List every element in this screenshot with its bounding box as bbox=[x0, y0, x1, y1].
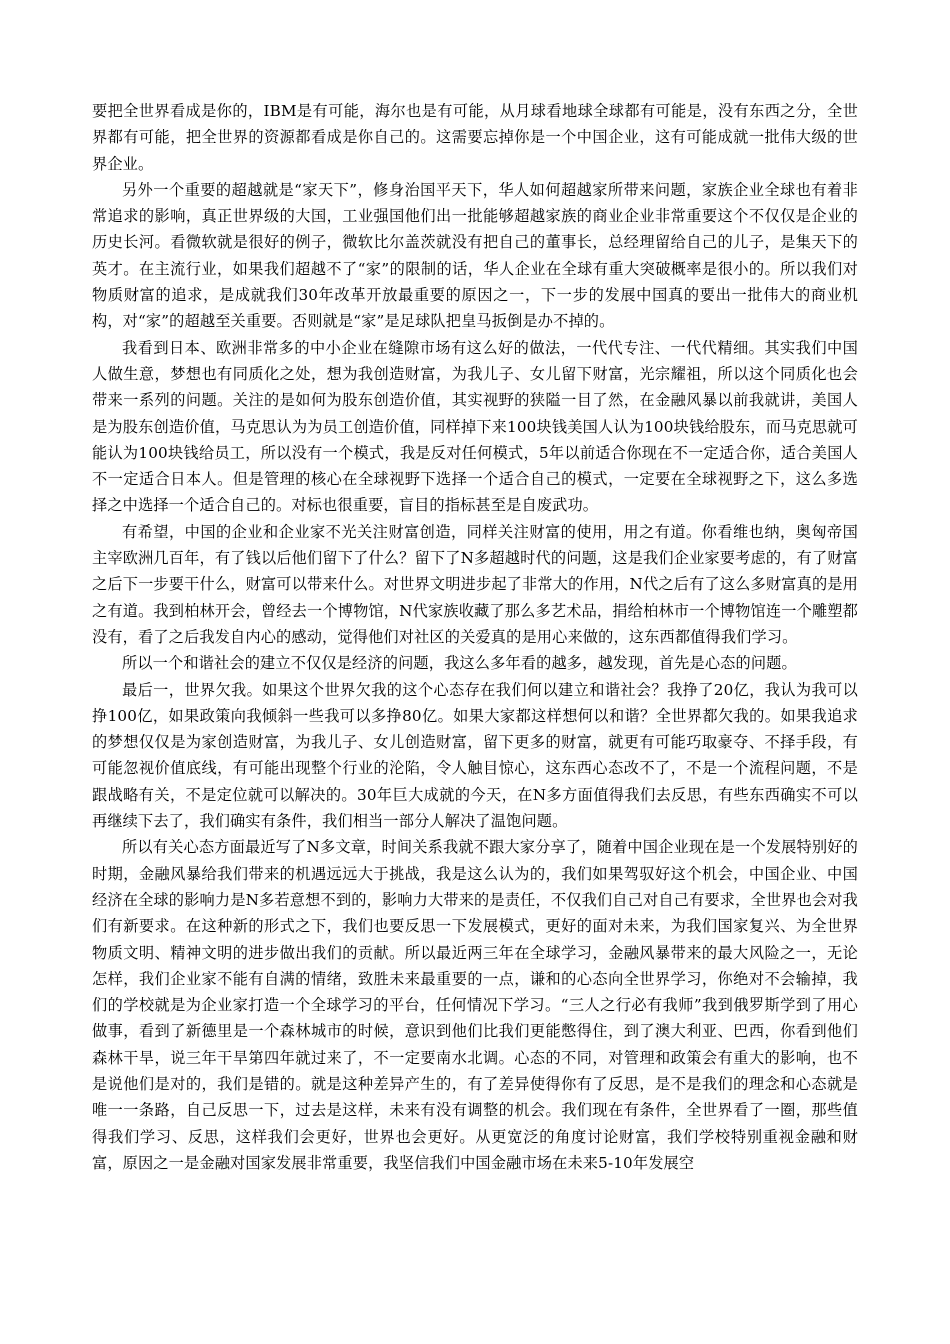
paragraph-1: 要把全世界看成是你的，IBM是有可能，海尔也是有可能，从月球看地球全球都有可能是，没有东西之分，全世界都有可能，把全世界的资源都看成是你自己的。这需要忘掉你是一个中国企业，这有可能成就一批伟大级的世界企业。 bbox=[92, 102, 858, 173]
document-body bbox=[92, 98, 858, 1176]
paragraph-5: 所以一个和谐社会的建立不仅仅是经济的问题，我这么多年看的越多，越发现，首先是心态的问题。 bbox=[122, 654, 797, 673]
paragraph-3: 我看到日本、欧洲非常多的中小企业在缝隙市场有这么好的做法，一代代专注、一代代精细。其实我们中国人做生意，梦想也有同质化之处，想为我创造财富，为我儿子、女儿留下财富，光宗耀祖，所以这个同质化也会带来一系列的问题。关注的是如何为股东创造价值，其实视野的狭隘一目了然，在金融风暴以前我就讲，美国人是为股东创造价值，马克思认为为员工创造价值，同样掉下来100块钱美国人认为100块钱给股东，而马克思就可能认为100块钱给员工，所以没有一个模式，我是反对任何模式，5年以前适合你现在不一定适合你，适合美国人不一定适合日本人。但是管理的核心在全球视野下选择一个适合自己的模式，一定要在全球视野之下，这么多选择之中选择一个适合自己的。对标也很重要，盲目的指标甚至是自废武功。 bbox=[92, 338, 858, 515]
paragraph-6: 最后一，世界欠我。如果这个世界欠我的这个心态存在我们何以建立和谐社会？我挣了20亿，我认为我可以挣100亿，如果政策向我倾斜一些我可以多挣80亿。如果大家都这样想何以和谐？全世界都欠我的。如果我追求的梦想仅仅是为家创造财富，为我儿子、女儿创造财富，留下更多的财富，就更有可能巧取豪夺、不择手段，有可能忽视价值底线，有可能出现整个行业的沦陷，令人触目惊心，这东西心态改不了，不是一个流程问题，不是跟战略有关，不是定位就可以解决的。30年巨大成就的今天，在N多方面值得我们去反思，有些东西确实不可以再继续下去了，我们确实有条件，我们相当一部分人解决了温饱问题。 bbox=[92, 680, 858, 831]
paragraph-4: 有希望，中国的企业和企业家不光关注财富创造，同样关注财富的使用，用之有道。你看维也纳，奥匈帝国主宰欧洲几百年，有了钱以后他们留下了什么？留下了N多超越时代的问题，这是我们企业家要考虑的，有了财富之后下一步要干什么，财富可以带来什么。对世界文明进步起了非常大的作用，N代之后有了这么多财富真的是用之有道。我到柏林开会，曾经去一个博物馆，N代家族收藏了那么多艺术品，捐给柏林市一个博物馆连一个雕塑都没有，看了之后我发自内心的感动，觉得他们对社区的关爱真的是用心来做的，这东西都值得我们学习。 bbox=[92, 522, 858, 646]
paragraph-7: 所以有关心态方面最近写了N多文章，时间关系我就不跟大家分享了，随着中国企业现在是一个发展特别好的时期，金融风暴给我们带来的机遇远远大于挑战，我是这么认为的，我们如果驾驭好这个机会，中国企业、中国经济在全球的影响力是N多若意想不到的，影响力大带来的是责任，不仅我们自己对自己有要求，全世界也会对我们有新要求。在这种新的形式之下，我们也要反思一下发展模式，更好的面对未来，为我们国家复兴、为全世界物质文明、精神文明的进步做出我们的贡献。所以最近两三年在全球学习，金融风暴带来的最大风险之一，无论怎样，我们企业家不能有自满的情绪，致胜未来最重要的一点，谦和的心态向全世界学习，你绝对不会输掉，我们的学校就是为企业家打造一个全球学习的平台，任何情况下学习。“三人之行必有我师”我到俄罗斯学到了用心做事，看到了新德里是一个森林城市的时候，意识到他们比我们更能憋得住，到了澳大利亚、巴西，你看到他们森林干旱，说三年干旱第四年就过来了，不一定要南水北调。心态的不同，对管理和政策会有重大的影响，也不是说他们是对的，我们是错的。就是这种差异产生的，有了差异使得你有了反思，是不是我们的理念和心态就是唯一一条路，自己反思一下，过去是这样，未来有没有调整的机会。我们现在有条件，全世界看了一圈，那些值得我们学习、反思，这样我们会更好，世界也会更好。从更宽泛的角度讨论财富，我们学校特别重视金融和财富，原因之一是金融对国家发展非常重要，我坚信我们中国金融市场在未来5-10年发展空 bbox=[92, 838, 858, 1172]
paragraph-2: 另外一个重要的超越就是“家天下”，修身治国平天下，华人如何超越家所带来问题，家族企业全球也有着非常追求的影响，真正世界级的大国，工业强国他们出一批能够超越家族的商业企业非常重要这个不仅仅是企业的历史长河。看微软就是很好的例子，微软比尔盖茨就没有把自己的董事长，总经理留给自己的儿子，是集天下的英才。在主流行业，如果我们超越不了“家”的限制的话，华人企业在全球有重大突破概率是很小的。所以我们对物质财富的追求，是成就我们30年改革开放最重要的原因之一，下一步的发展中国真的要出一批伟大的商业机构，对“家”的超越至关重要。否则就是“家”是足球队把皇马扳倒是办不掉的。 bbox=[92, 180, 858, 331]
